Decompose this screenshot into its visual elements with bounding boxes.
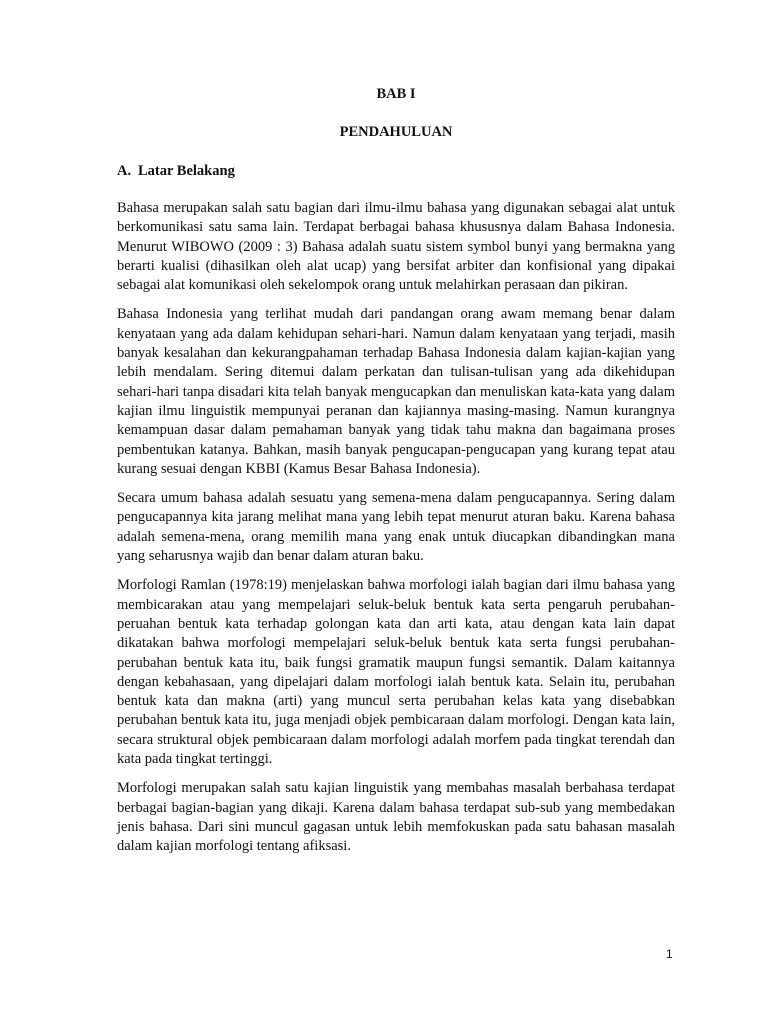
- document-page: [117, 84, 675, 857]
- section-heading: [117, 161, 675, 181]
- paragraph: Morfologi merupakan salah satu kajian linguistik yang membahas masalah berbahasa terdapat berbagai bagian-bagian yang dikaji. Karena dalam bahasa terdapat sub-sub yang membedakan jenis bahasa. Dari sini muncul gagasan untuk lebih memfokuskan pada satu bahasan masalah dalam kajian morfologi tentang afiksasi.: [117, 780, 675, 855]
- chapter-number: BAB I: [376, 86, 416, 102]
- paragraph: Morfologi Ramlan (1978:19) menjelaskan bahwa morfologi ialah bagian dari ilmu bahasa yang membicarakan atau yang mempelajari seluk-beluk bentuk kata serta pengaruh perubahan-peruahan bentuk kata terhadap golongan kata dan arti kata, atau dengan kata lain dapat dikatakan bahwa morfologi mempelajari seluk-beluk bentuk kata serta fungsi perubahan-perubahan bentuk kata itu, baik fungsi gramatik maupun fungsi semantik. Dalam kaitannya dengan kebahasaan, yang dipelajari dalam morfologi ialah bentuk kata. Selain itu, perubahan bentuk kata dan makna (arti) yang muncul serta perubahan kelas kata yang disebabkan perubahan bentuk kata itu, juga menjadi objek pembicaraan dalam morfologi. Dengan kata lain, secara struktural objek pembicaraan dalam morfologi adalah morfem pada tingkat terendah dan kata pada tingkat tertinggi.: [117, 577, 675, 768]
- section-title: Latar Belakang: [138, 163, 235, 179]
- chapter-title: PENDAHULUAN: [339, 124, 453, 140]
- section-letter: A.: [117, 163, 132, 179]
- paragraph: Secara umum bahasa adalah sesuatu yang semena-mena dalam pengucapannya. Sering dalam pengucapannya kita jarang melihat mana yang lebih tepat menurut aturan baku. Karena bahasa adalah semena-mena, orang memilih mana yang enak untuk diucapkan dibandingkan mana yang seharusnya wajib dan benar dalam aturan baku.: [117, 490, 675, 565]
- paragraph: Bahasa Indonesia yang terlihat mudah dari pandangan orang awam memang benar dalam kenyataan yang ada dalam kehidupan sehari-hari. Namun dalam kenyataan yang terjadi, masih banyak kesalahan dan kekurangpahaman terhadap Bahasa Indonesia dalam kajian-kajian yang lebih mendalam. Sering ditemui dalam perkatan dan tulisan-tulisan yang ada dikehidupan sehari-hari tanpa disadari kita telah banyak mengucapkan dan menuliskan kata-kata yang dalam kajian ilmu linguistik mempunyai peranan dan kajiannya masing-masing. Namun kurangnya kemampuan dasar dalam pemahaman banyak yang tidak tahu makna dan bagaimana proses pembentukan katanya. Bahkan, masih banyak pengucapan-pengucapan yang kurang tepat atau kurang sesuai dengan KBBI (Kamus Besar Bahasa Indonesia).: [117, 306, 675, 477]
- paragraph: Bahasa merupakan salah satu bagian dari ilmu-ilmu bahasa yang digunakan sebagai alat untuk berkomunikasi satu sama lain. Terdapat berbagai bahasa khususnya dalam Bahasa Indonesia. Menurut WIBOWO (2009 : 3) Bahasa adalah suatu sistem symbol bunyi yang bermakna yang berarti kualisi (dihasilkan oleh alat ucap) yang bersifat arbiter dan konfisional yang dipakai sebagai alat komunikasi oleh sekelompok orang untuk melahirkan perasaan dan pikiran.: [117, 200, 675, 294]
- page-number: 1: [666, 947, 673, 961]
